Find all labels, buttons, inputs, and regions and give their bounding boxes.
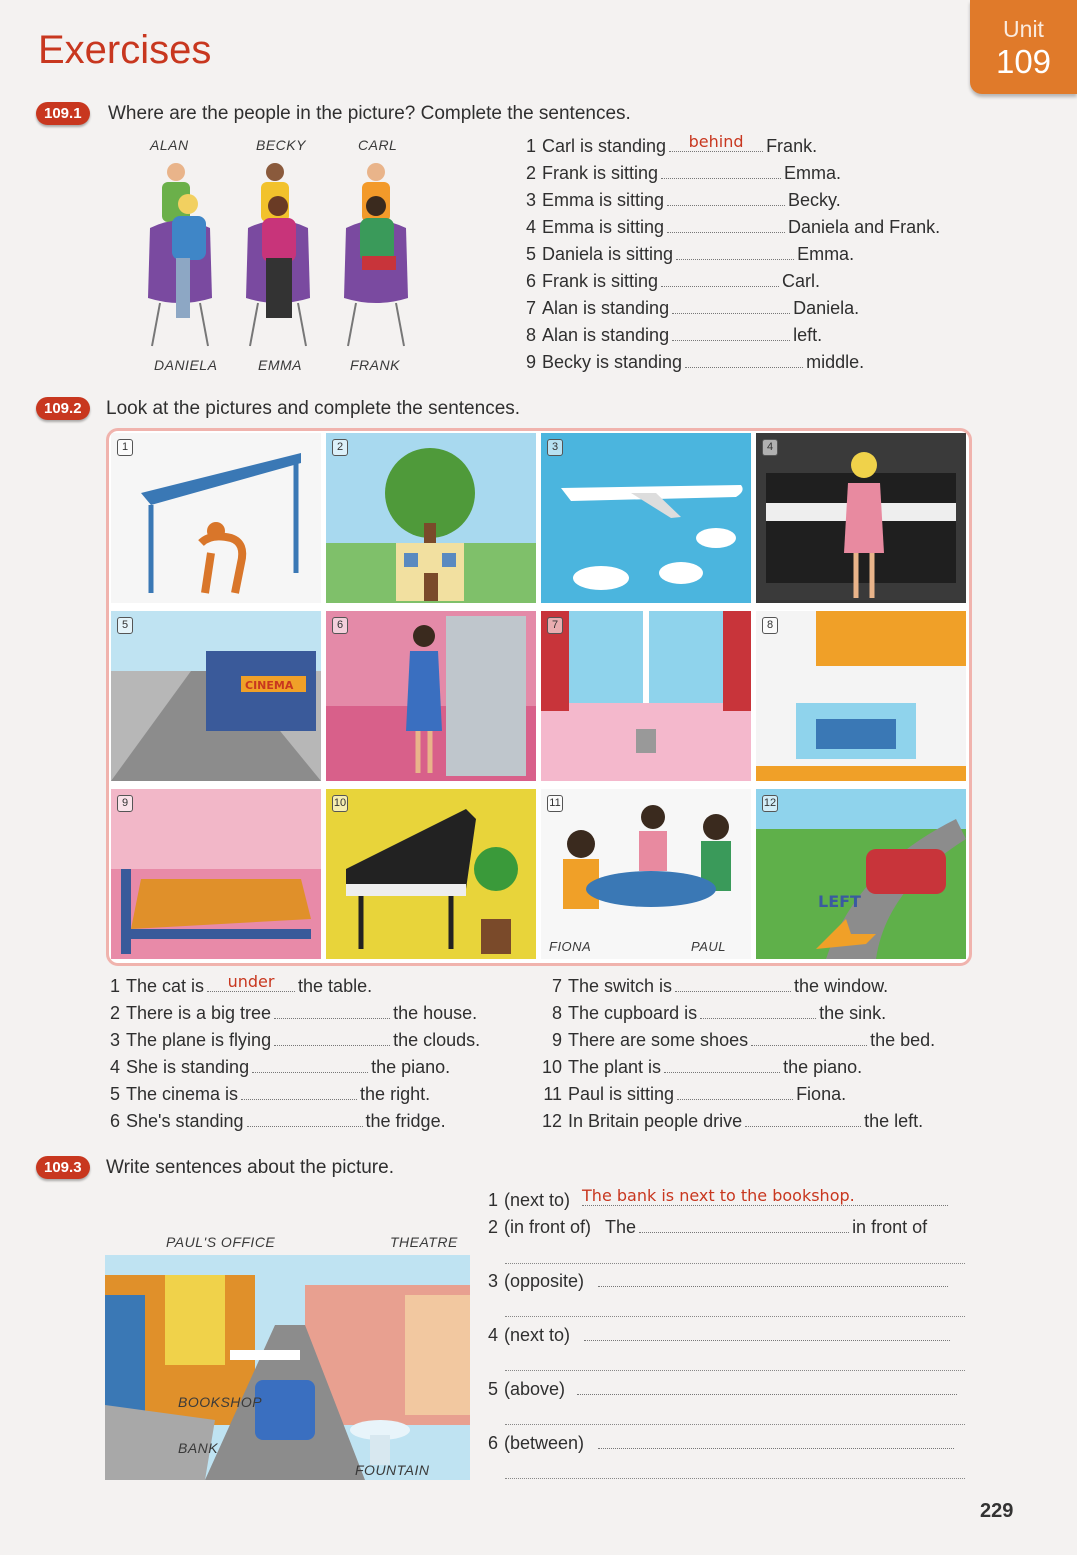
answer-field[interactable] [669,132,763,152]
answer-field[interactable] [207,972,295,992]
picture-number: 12 [762,795,778,812]
exercise-1-instruction: Where are the people in the picture? Complete the sentences. [108,103,631,124]
ex2-item-11: 11 Paul is sitting Fiona. [543,1084,847,1104]
ex2-item-1: 1 The cat is under the table. [109,972,373,996]
ex3-item-3: 3 (opposite) [476,1271,951,1292]
answer-field[interactable] [672,326,790,341]
picture-number: 4 [762,439,778,456]
ex2-item-5: 5 The cinema is the right. [109,1084,431,1104]
answer-field[interactable] [677,1085,793,1100]
answer-field[interactable] [598,1434,954,1449]
left-road-marking: LEFT [818,892,861,911]
ex1-item-8: 8 Alan is standing left. [525,325,823,345]
answer-field[interactable] [745,1112,861,1127]
picture-number: 1 [117,439,133,456]
picture-number: 8 [762,617,778,634]
ex3-item-4: 4 (next to) [476,1325,953,1346]
ex2-item-10: 10 The plant is the piano. [541,1057,863,1077]
picture-11 [541,789,751,959]
unit-number: 109 [995,43,1052,80]
ex1-item-4: 4 Emma is sitting Daniela and Frank. [525,217,941,237]
ex2-item-6: 6 She's standing the fridge. [109,1111,446,1131]
answer-field[interactable] [274,1031,390,1046]
answer-field[interactable] [664,1058,780,1073]
page-number: 229 [980,1500,1014,1522]
label-carl: CARL [358,137,398,153]
ex1-item-7: 7 Alan is standing Daniela. [525,298,860,318]
cinema-sign: CINEMA [245,679,294,692]
label-bank: BANK [178,1440,219,1456]
ex3-item-1: 1 (next to) The bank is next to the bookshop. [476,1190,951,1211]
picture-number: 5 [117,617,133,634]
label-fiona: FIONA [549,939,592,954]
ex1-item-3: 3 Emma is sitting Becky. [525,190,841,210]
street-illustration [105,1255,470,1480]
people-illustration [140,158,430,353]
exercise-badge-1: 109.1 [36,102,90,125]
answer-field[interactable] [672,299,790,314]
ex3-item-2: 2 (in front of) The in front of [487,1217,928,1237]
picture-8 [756,611,966,781]
ex2-item-9: 9 There are some shoes the bed. [551,1030,936,1050]
answer-text: behind [688,132,744,151]
label-pauls-office: PAUL'S OFFICE [166,1234,276,1250]
answer-text: under [227,972,275,991]
ex3-item-6: 6 (between) [476,1433,957,1454]
ex2-item-7: 7 The switch is the window. [551,976,889,996]
unit-label: Unit [1003,16,1044,42]
page-title: Exercises [38,28,212,72]
picture-9 [111,789,321,959]
answer-field[interactable] [247,1112,363,1127]
picture-3 [541,433,751,603]
answer-field[interactable] [639,1218,849,1233]
picture-6 [326,611,536,781]
ex2-item-2: 2 There is a big tree the house. [109,1003,478,1023]
answer-field[interactable] [667,218,785,233]
label-emma: EMMA [258,357,302,373]
picture-4 [756,433,966,603]
answer-field[interactable] [241,1085,357,1100]
picture-number: 11 [547,795,563,812]
picture-12 [756,789,966,959]
answer-field[interactable] [685,353,803,368]
ex1-item-6: 6 Frank is sitting Carl. [525,271,821,291]
picture-number: 10 [332,795,348,812]
answer-field[interactable] [700,1004,816,1019]
picture-5 [111,611,321,781]
answer-continuation-line[interactable] [505,1478,965,1479]
picture-number: 2 [332,439,348,456]
picture-number: 7 [547,617,563,634]
answer-continuation-line[interactable] [505,1370,965,1371]
ex2-item-8: 8 The cupboard is the sink. [551,1003,887,1023]
picture-10 [326,789,536,959]
answer-field[interactable] [675,977,791,992]
picture-number: 3 [547,439,563,456]
ex1-item-9: 9 Becky is standing middle. [525,352,865,372]
ex3-item-5: 5 (above) [476,1379,960,1400]
answer-field[interactable] [661,272,779,287]
answer-continuation-line[interactable] [505,1424,965,1425]
picture-number: 6 [332,617,348,634]
label-frank: FRANK [350,357,400,373]
answer-field[interactable] [252,1058,368,1073]
answer-field[interactable] [577,1380,957,1395]
label-alan: ALAN [150,137,189,153]
picture-1 [111,433,321,603]
picture-2 [326,433,536,603]
label-daniela: DANIELA [154,357,218,373]
ex2-item-12: 12 In Britain people drive the left. [541,1111,924,1131]
ex1-item-2: 2 Frank is sitting Emma. [525,163,842,183]
answer-field[interactable] [751,1031,867,1046]
exercise-badge-2: 109.2 [36,397,90,420]
label-paul: PAUL [691,939,726,954]
label-becky: BECKY [256,137,306,153]
ex2-item-4: 4 She is standing the piano. [109,1057,451,1077]
ex1-item-5: 5 Daniela is sitting Emma. [525,244,855,264]
picture-number: 9 [117,795,133,812]
ex1-item-1: 1 Carl is standing behind Frank. [525,132,818,156]
picture-grid [106,428,972,966]
unit-tab [970,0,1077,94]
answer-continuation-line[interactable] [505,1316,965,1317]
answer-field[interactable] [274,1004,390,1019]
label-bookshop: BOOKSHOP [178,1394,263,1410]
ex2-item-3: 3 The plane is flying the clouds. [109,1030,481,1050]
exercise-badge-3: 109.3 [36,1156,90,1179]
picture-7 [541,611,751,781]
answer-field[interactable] [667,191,785,206]
answer-text: The bank is next to the bookshop. [582,1186,855,1205]
answer-field[interactable] [598,1272,948,1287]
label-theatre: THEATRE [390,1234,458,1250]
answer-field[interactable] [584,1326,950,1341]
label-fountain: FOUNTAIN [355,1462,430,1478]
answer-field[interactable] [676,245,794,260]
answer-continuation-line[interactable] [505,1263,965,1264]
exercise-2-instruction: Look at the pictures and complete the sentences. [106,398,521,419]
exercise-3-instruction: Write sentences about the picture. [106,1157,394,1178]
answer-field[interactable] [661,164,781,179]
